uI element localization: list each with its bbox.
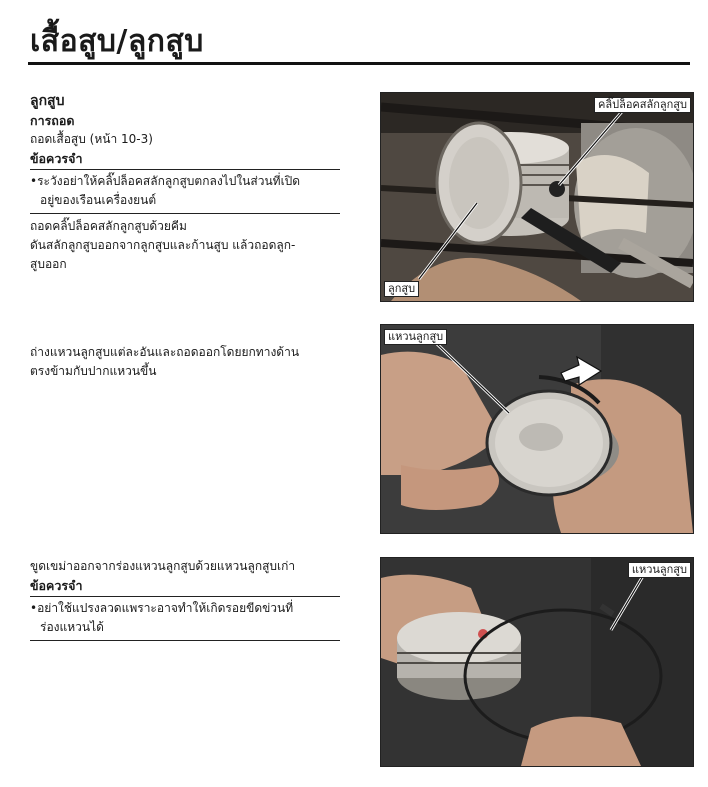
photo-piston-clip [380, 92, 694, 302]
step-remove-clip: ถอดคลิ๊ปล็อคสลักลูกสูบด้วยคีม [30, 219, 187, 233]
carbon-removal-line: ขูดเขม่าออกจากร่องแหวนลูกสูบด้วยแหวนลูกสูบเก่า [30, 559, 296, 573]
caution-heading: ข้อควรจำ [30, 576, 340, 597]
section-ring-removal [30, 343, 340, 381]
caution-line: •ระวังอย่าให้คลิ๊ปล็อคสลักลูกสูบตกลงไปในส่วนที่เปิด [30, 174, 301, 188]
ring-removal-line: ถ่างแหวนลูกสูบแต่ละอันและถอดออกโดยยกทางด้าน [30, 345, 300, 359]
caution-line: ร่องแหวนได้ [40, 620, 104, 634]
section-subtitle: การถอด [30, 113, 75, 128]
step-push-pin: ดันสลักลูกสูบออกจากลูกสูบและก้านสูบ แล้วถอดลูก- [30, 238, 296, 252]
caution-box [30, 170, 340, 214]
section-carbon-removal [30, 557, 340, 641]
callout-piston: ลูกสูบ [384, 281, 419, 297]
page-title: เสื้อสูบ/ลูกสูบ [30, 24, 204, 59]
callout-piston-ring: แหวนลูกสูบ [628, 562, 691, 578]
callout-piston-pin-clip: คลิ๊ปล็อคสลักลูกสูบ [594, 97, 691, 113]
section-piston-removal [30, 92, 340, 274]
photo-ring-removal-illustration [381, 325, 693, 533]
photo-carbon-cleaning [380, 557, 694, 767]
title-rule [28, 62, 690, 65]
caution-heading: ข้อควรจำ [30, 149, 340, 170]
photo-ring-removal [380, 324, 694, 534]
step-push-pin-cont: สูบออก [30, 257, 67, 271]
photo-carbon-cleaning-illustration [381, 558, 693, 766]
callout-piston-ring: แหวนลูกสูบ [384, 329, 447, 345]
step-remove-cylinder: ถอดเสื้อสูบ (หน้า 10-3) [30, 132, 153, 146]
section-title: ลูกสูบ [30, 93, 65, 109]
caution-box [30, 597, 340, 641]
caution-line: อยู่ของเรือนเครื่องยนต์ [40, 193, 157, 207]
ring-removal-line: ตรงข้ามกับปากแหวนขึ้น [30, 364, 157, 378]
caution-line: •อย่าใช้แปรงลวดแพราะอาจทำให้เกิดรอยขีดข่วนที่ [30, 601, 294, 615]
photo-piston-clip-illustration [381, 93, 693, 301]
